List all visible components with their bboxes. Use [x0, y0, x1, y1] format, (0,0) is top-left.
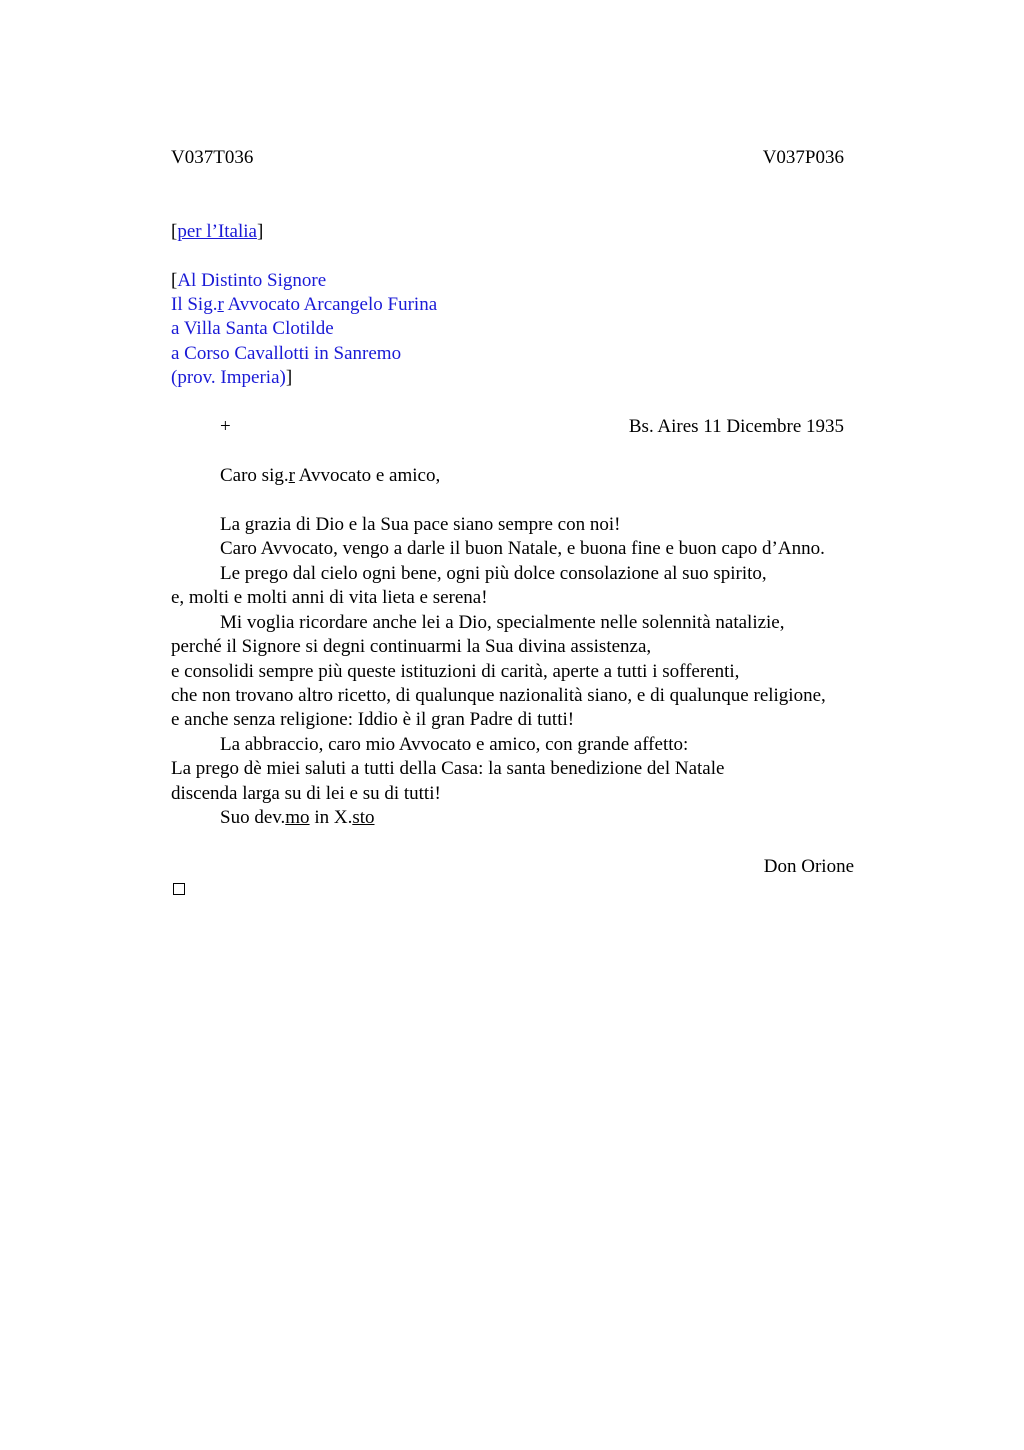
body-line-12: discenda larga su di lei e su di tutti!	[171, 783, 441, 804]
close-bracket: ]	[256, 221, 264, 242]
salutation-superscript: r	[288, 465, 295, 486]
address-line-1	[171, 269, 326, 293]
closing-line	[220, 806, 375, 830]
closing-dev: Suo dev.	[220, 807, 286, 828]
body-line-8: che non trovano altro ricetto, di qualunque nazionalità siano, e di qualunque religione,	[171, 685, 826, 706]
address-sig-superscript: r	[217, 294, 224, 315]
salutation	[220, 464, 440, 488]
closing-mo-superscript: mo	[285, 807, 310, 828]
address-recipient-title: Al Distinto Signore	[177, 270, 327, 291]
address-line-4: a Corso Cavallotti in Sanremo	[171, 343, 402, 364]
signature: Don Orione	[763, 856, 854, 877]
address-line-3: a Villa Santa Clotilde	[171, 318, 334, 339]
address-province: (prov. Imperia)	[171, 367, 286, 388]
salutation-prefix: Caro sig.	[220, 465, 289, 486]
open-bracket: [	[171, 221, 178, 242]
address-line-5	[171, 366, 292, 390]
body-line-11: La prego dè miei saluti a tutti della Casa: la santa benedizione del Natale	[171, 758, 725, 779]
address-open-bracket: [	[171, 270, 178, 291]
body-line-1: La grazia di Dio e la Sua pace siano sempre con noi!	[220, 514, 621, 535]
body-line-4: e, molti e molti anni di vita lieta e serena!	[171, 587, 488, 608]
address-close-bracket: ]	[285, 367, 293, 388]
right-code: V037P036	[762, 147, 844, 168]
body-line-7: e consolidi sempre più queste istituzioni di carità, aperte a tutti i sofferenti,	[171, 661, 740, 682]
left-code: V037T036	[171, 147, 254, 168]
body-line-6: perché il Signore si degni continuarmi la Sua divina assistenza,	[171, 636, 652, 657]
salutation-rest: Avvocato e amico,	[294, 465, 441, 486]
destination-line	[171, 220, 263, 244]
cross-symbol: +	[220, 416, 231, 437]
address-recipient-name: Avvocato Arcangelo Furina	[223, 294, 438, 315]
body-line-9: e anche senza religione: Iddio è il gran Padre di tutti!	[171, 709, 575, 730]
destination-link[interactable]: per l’Italia	[177, 221, 257, 242]
body-line-3: Le prego dal cielo ogni bene, ogni più dolce consolazione al suo spirito,	[220, 563, 767, 584]
end-mark-checkbox-icon	[173, 883, 185, 895]
body-line-5: Mi voglia ricordare anche lei a Dio, specialmente nelle solennità natalizie,	[220, 612, 785, 633]
date-line: Bs. Aires 11 Dicembre 1935	[628, 416, 844, 437]
closing-in-x: in X.	[309, 807, 353, 828]
closing-sto-superscript: sto	[352, 807, 375, 828]
address-line-2	[171, 293, 437, 317]
address-sig-prefix: Il Sig.	[171, 294, 218, 315]
body-line-10: La abbraccio, caro mio Avvocato e amico, con grande affetto:	[220, 734, 689, 755]
body-line-2: Caro Avvocato, vengo a darle il buon Natale, e buona fine e buon capo d’Anno.	[220, 538, 825, 559]
